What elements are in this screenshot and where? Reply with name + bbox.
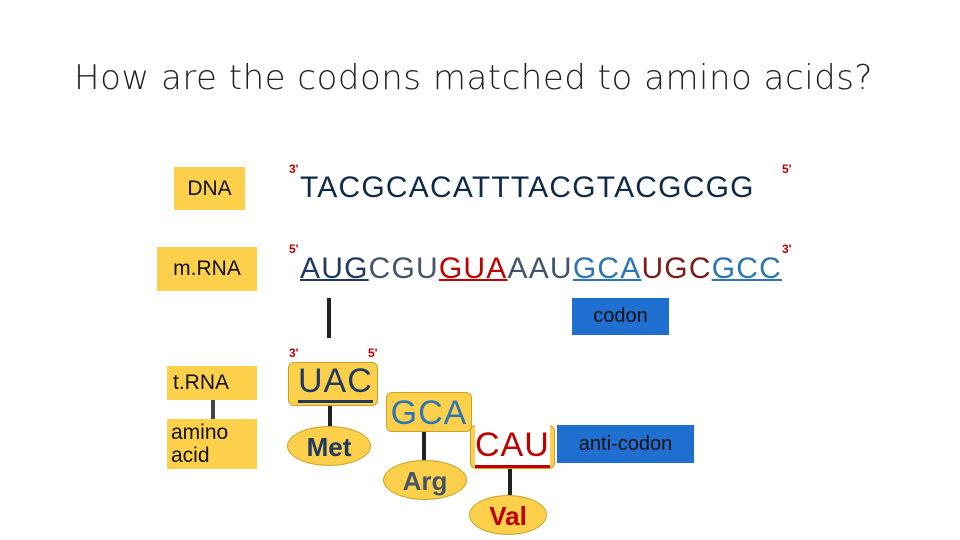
- mrna-sequence: [300, 252, 782, 286]
- dna-3prime-marker: 3': [289, 162, 299, 176]
- trna-amino-connector: [211, 400, 215, 419]
- amino-acid-val: Val: [469, 495, 547, 535]
- mrna-codon-1: AUG: [300, 252, 369, 285]
- trna-2-connector: [422, 432, 426, 460]
- dna-sequence: TACGCACATTTACGTACGCGG: [300, 171, 755, 204]
- trna-3-anticodon: CAU: [475, 425, 550, 468]
- mrna-codon-6: UGC: [641, 252, 712, 285]
- mrna-label: m.RNA: [157, 247, 257, 291]
- mrna-codon-5: GCA: [572, 252, 642, 285]
- mrna-codon-4: AAU: [507, 252, 573, 285]
- codon-pointer-line: [327, 298, 331, 338]
- mrna-codon-7: GCC: [711, 252, 782, 285]
- codon-callout: codon: [572, 298, 669, 335]
- anticodon-callout: anti-codon: [557, 425, 694, 463]
- trna-2-anticodon: GCA: [386, 392, 472, 432]
- trna-5prime-marker: 5': [368, 346, 378, 360]
- trna-1-anticodon: UAC: [298, 362, 373, 403]
- dna-label: DNA: [174, 167, 245, 210]
- trna-label: t.RNA: [167, 366, 257, 400]
- slide-title: How are the codons matched to amino acids?: [74, 58, 873, 98]
- amino-acid-met: Met: [287, 426, 371, 466]
- mrna-3prime-marker: 3': [782, 242, 792, 256]
- mrna-5prime-marker: 5': [289, 242, 299, 256]
- dna-5prime-marker: 5': [782, 162, 792, 176]
- trna-3prime-marker: 3': [289, 346, 299, 360]
- mrna-codon-3: GUA: [438, 252, 508, 285]
- trna-3-connector: [508, 469, 512, 495]
- trna-1-connector: [328, 406, 332, 426]
- amino-acid-arg: Arg: [383, 460, 467, 500]
- amino-acid-label: amino acid: [167, 419, 257, 469]
- mrna-codon-2: CGU: [368, 252, 439, 285]
